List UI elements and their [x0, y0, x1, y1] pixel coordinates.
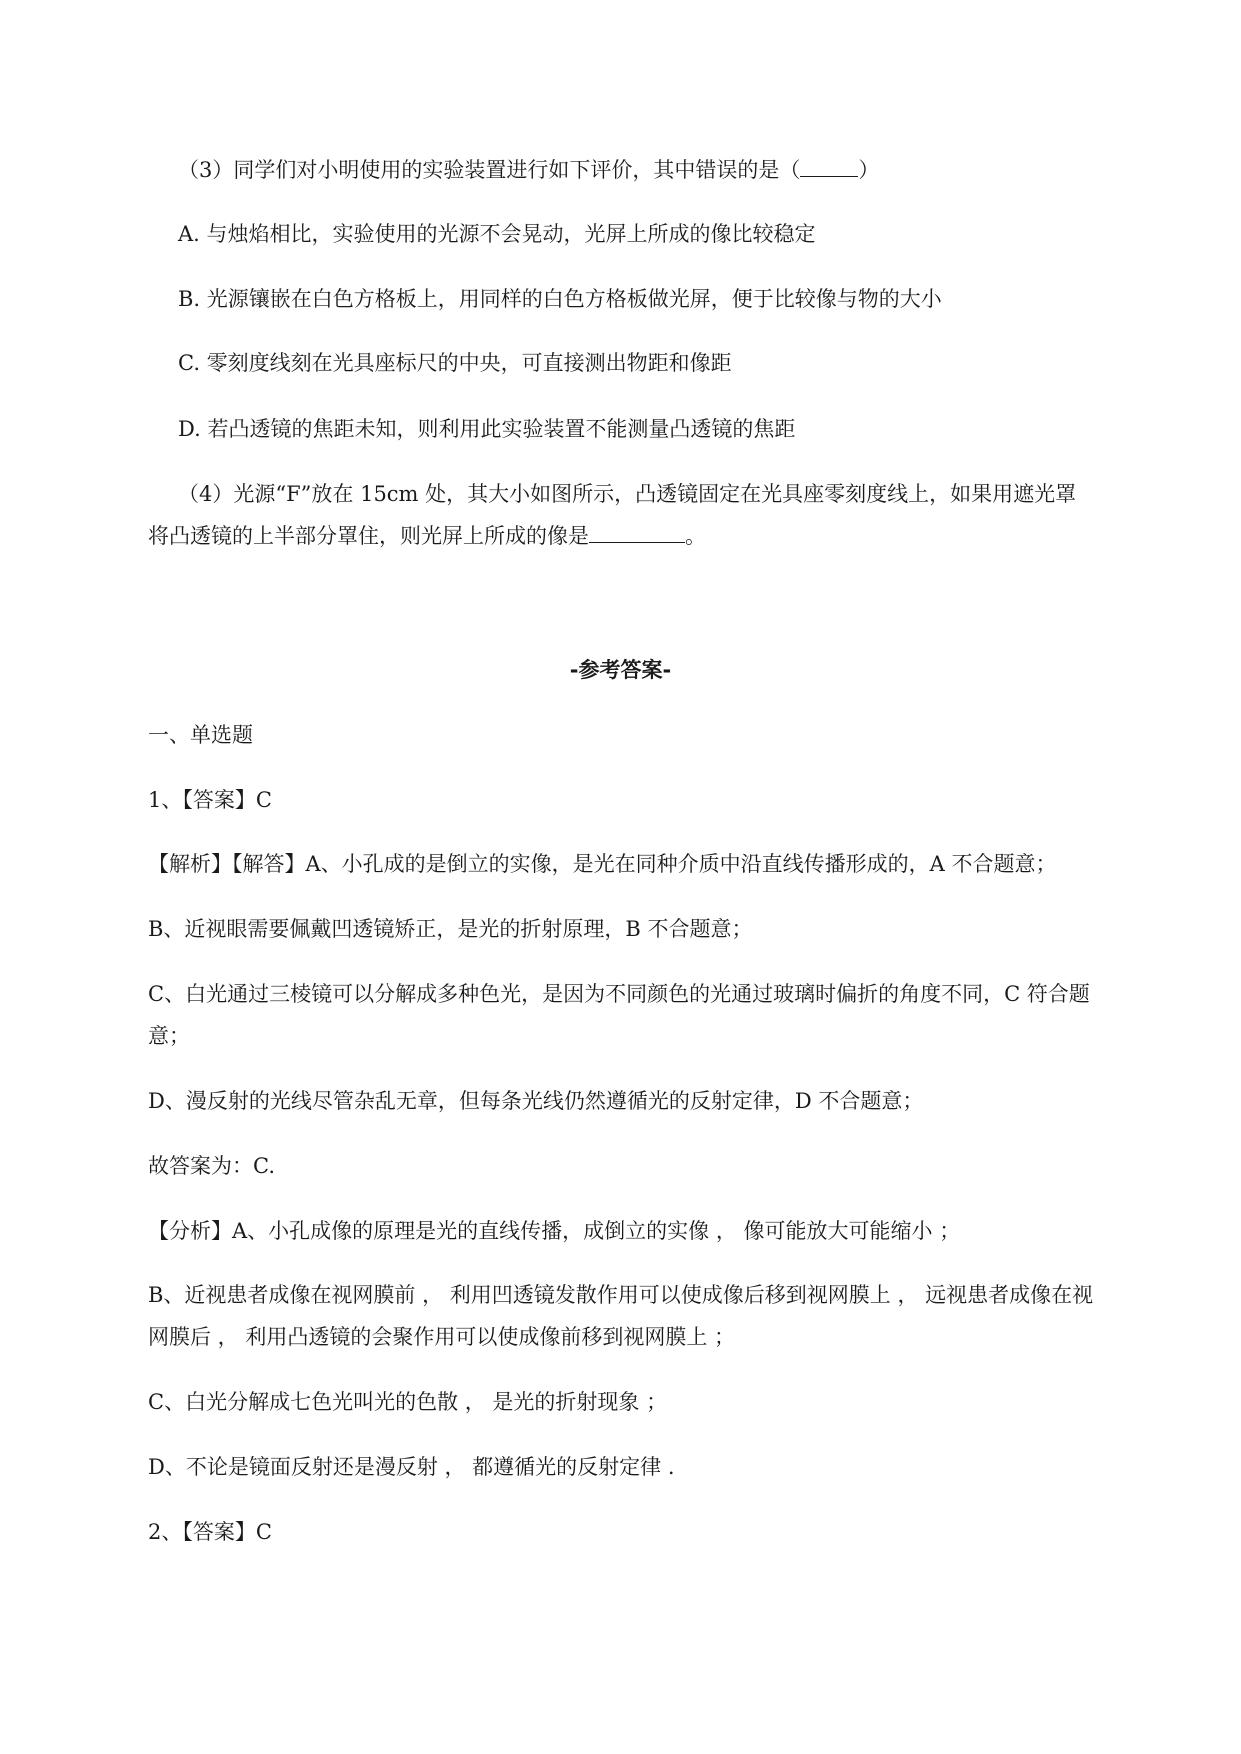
- answer-1-fenxi-d: D、不论是镜面反射还是漫反射 ， 都遵循光的反射定律 .: [148, 1455, 675, 1479]
- question-3-option-a: A. 与烛焰相比，实验使用的光源不会晃动，光屏上所成的像比较稳定: [178, 222, 816, 246]
- answer-blank: [589, 522, 685, 543]
- answer-1-option-c-line-2: 意；: [148, 1024, 190, 1048]
- answers-title: -参考答案-: [569, 658, 672, 682]
- question-4-line-1: （4）光源“F”放在 15cm 处，其大小如图所示，凸透镜固定在光具座零刻度线上，如果用遮光罩: [178, 482, 1077, 506]
- answer-1-fenxi: 【分析】A、小孔成像的原理是光的直线传播，成倒立的实像 ， 像可能放大可能缩小 ；: [148, 1219, 961, 1243]
- answer-1-option-c-line-1: C、白光通过三棱镜可以分解成多种色光，是因为不同颜色的光通过玻璃时偏折的角度不同，C 符合题: [148, 982, 1090, 1006]
- answer-1-fenxi-c: C、白光分解成七色光叫光的色散 ， 是光的折射现象 ；: [148, 1390, 668, 1414]
- question-3-stem-text: （3）同学们对小明使用的实验装置进行如下评价，其中错误的是（: [178, 158, 801, 182]
- answer-blank: [800, 156, 858, 177]
- question-4-line-2-end: 。: [685, 524, 706, 548]
- question-3-stem-close: ）: [858, 158, 880, 182]
- answer-1-option-d: D、漫反射的光线尽管杂乱无章，但每条光线仍然遵循光的反射定律，D 不合题意；: [148, 1089, 924, 1113]
- answer-1-conclusion: 故答案为：C.: [148, 1154, 275, 1178]
- answer-1-label: 1、【答案】C: [148, 788, 272, 812]
- question-4-line-2-text: 将凸透镜的上半部分罩住，则光屏上所成的像是: [148, 524, 589, 548]
- answer-1-fenxi-b-line-1: B、近视患者成像在视网膜前 ， 利用凹透镜发散作用可以使成像后移到视网膜上 ， 远视患者成像在视: [148, 1283, 1094, 1307]
- answer-1-analysis: 【解析】【解答】A、小孔成的是倒立的实像，是光在同种介质中沿直线传播形成的，A 不合题意；: [148, 852, 1057, 876]
- question-3-stem: [178, 154, 1188, 186]
- answer-2-label: 2、【答案】C: [148, 1520, 272, 1544]
- question-4-line-2: [148, 520, 1158, 552]
- answer-1-option-b: B、近视眼需要佩戴凹透镜矫正，是光的折射原理，B 不合题意；: [148, 917, 753, 941]
- question-3-option-d: D. 若凸透镜的焦距未知，则利用此实验装置不能测量凸透镜的焦距: [178, 417, 796, 441]
- section-heading: 一、单选题: [148, 723, 253, 747]
- answer-1-fenxi-b-line-2: 网膜后 ， 利用凸透镜的会聚作用可以使成像前移到视网膜上 ；: [148, 1325, 736, 1349]
- question-3-option-b: B. 光源镶嵌在白色方格板上，用同样的白色方格板做光屏，便于比较像与物的大小: [178, 287, 942, 311]
- question-3-option-c: C. 零刻度线刻在光具座标尺的中央，可直接测出物距和像距: [178, 351, 732, 375]
